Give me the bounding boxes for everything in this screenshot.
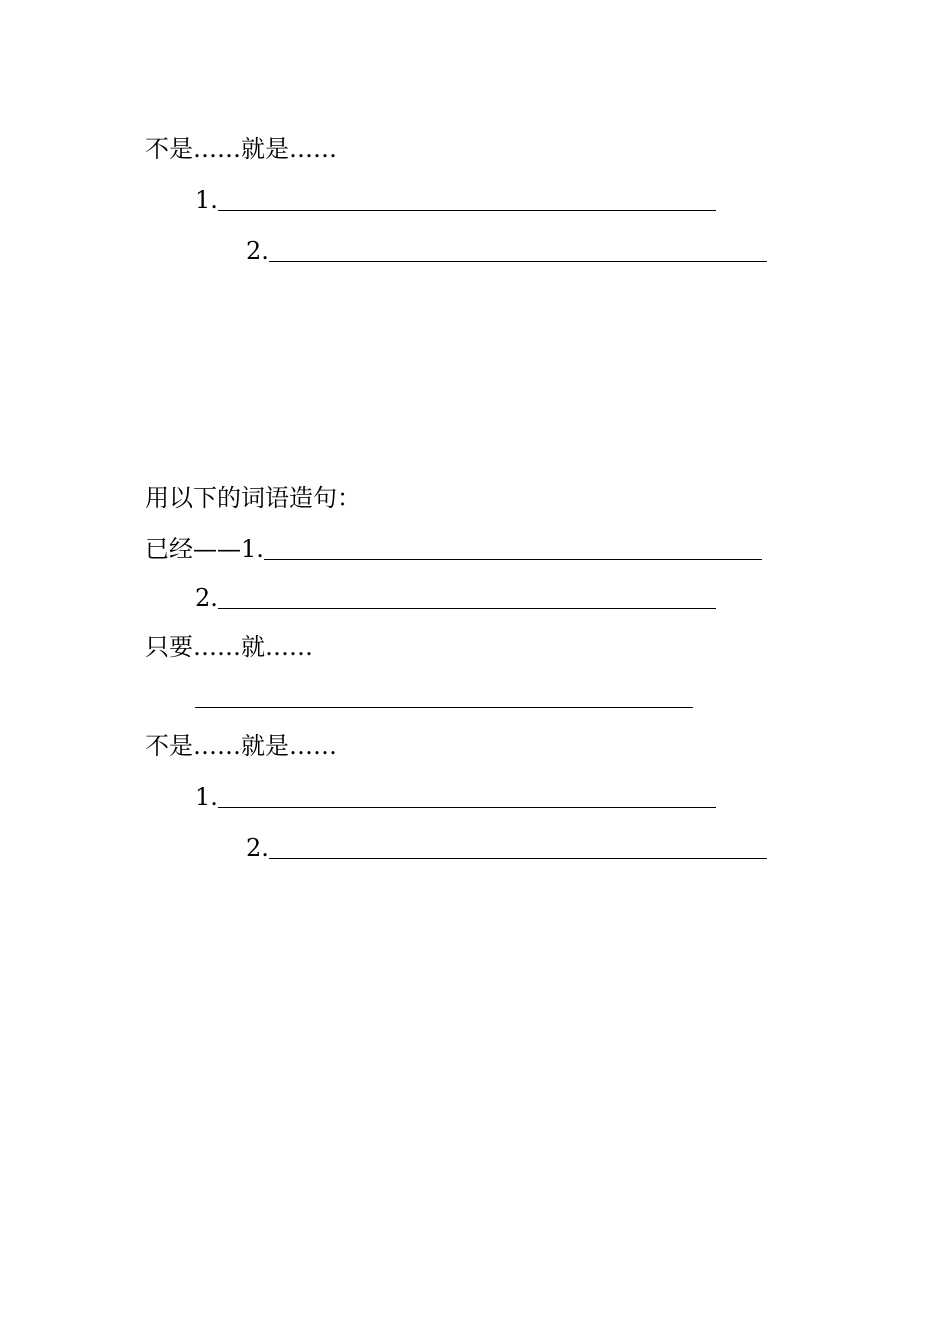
word-label: 已经——1. bbox=[145, 535, 264, 563]
answer-blank[interactable] bbox=[269, 239, 767, 262]
pattern-heading bbox=[145, 134, 337, 164]
answer-line-2 bbox=[246, 236, 767, 266]
answer-blank[interactable] bbox=[218, 188, 716, 211]
word-label: 不是……就是…… bbox=[145, 732, 337, 760]
answer-blank[interactable] bbox=[218, 586, 716, 609]
word-label: 只要……就…… bbox=[145, 633, 313, 661]
instruction-heading bbox=[145, 483, 361, 513]
answer-blank[interactable] bbox=[264, 537, 762, 560]
word-line-3-item-2 bbox=[246, 833, 767, 863]
instruction-label: 用以下的词语造句： bbox=[145, 484, 361, 512]
answer-blank[interactable] bbox=[218, 785, 716, 808]
answer-blank[interactable] bbox=[269, 836, 767, 859]
answer-number: 1. bbox=[195, 783, 218, 811]
answer-number: 1. bbox=[195, 186, 218, 214]
answer-number: 2. bbox=[246, 237, 269, 265]
answer-number: 2. bbox=[246, 834, 269, 862]
pattern-label: 不是……就是…… bbox=[145, 135, 337, 163]
answer-line-1 bbox=[195, 185, 716, 215]
answer-blank[interactable] bbox=[195, 685, 693, 708]
word-line-1-item-2 bbox=[195, 583, 716, 613]
word-line-3-item-1 bbox=[195, 782, 716, 812]
word-line-3 bbox=[145, 731, 337, 761]
word-line-1 bbox=[145, 534, 762, 564]
word-line-2 bbox=[145, 632, 313, 662]
answer-number: 2. bbox=[195, 584, 218, 612]
word-line-2-blank bbox=[195, 682, 693, 712]
